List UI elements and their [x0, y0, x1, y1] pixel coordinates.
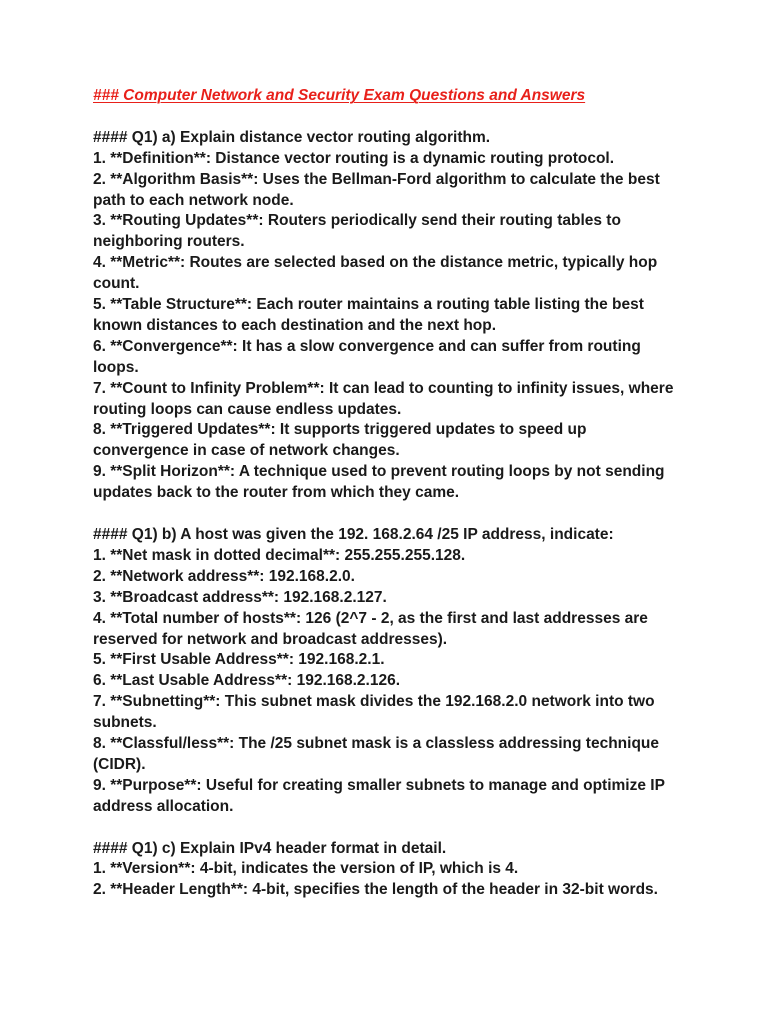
- list-item: 1. **Net mask in dotted decimal**: 255.255.255.128.: [93, 546, 466, 564]
- list-item: 6. **Last Usable Address**: 192.168.2.126.: [93, 672, 401, 690]
- list-item: 2. **Algorithm Basis**: Uses the Bellman-Ford algorithm to calculate the best path to each network node.: [93, 170, 660, 209]
- blank-line: [93, 504, 683, 525]
- list-item: 4. **Metric**: Routes are selected based on the distance metric, typically hop count.: [93, 254, 658, 293]
- list-item: 7. **Subnetting**: This subnet mask divides the 192.168.2.0 network into two subnets.: [93, 693, 655, 732]
- list-item: 1. **Version**: 4-bit, indicates the version of IP, which is 4.: [93, 860, 519, 878]
- list-item: 9. **Purpose**: Useful for creating smaller subnets to manage and optimize IP address allocation.: [93, 776, 665, 815]
- section-heading: #### Q1) a) Explain distance vector routing algorithm.: [93, 128, 491, 146]
- list-item: 1. **Definition**: Distance vector routing is a dynamic routing protocol.: [93, 149, 615, 167]
- section-q1a: [93, 128, 683, 504]
- section-q1c: [93, 839, 683, 902]
- list-item: 3. **Routing Updates**: Routers periodically send their routing tables to neighboring routers.: [93, 212, 621, 251]
- section-q1b: [93, 525, 683, 818]
- list-item: 3. **Broadcast address**: 192.168.2.127.: [93, 588, 387, 606]
- document-title: ### Computer Network and Security Exam Questions and Answers: [93, 87, 586, 104]
- list-item: 8. **Triggered Updates**: It supports triggered updates to speed up convergence in case of network changes.: [93, 421, 587, 460]
- list-item: 5. **Table Structure**: Each router maintains a routing table listing the best known distances to each destination and the next hop.: [93, 296, 644, 334]
- list-item: 8. **Classful/less**: The /25 subnet mask is a classless addressing technique (CIDR).: [93, 735, 659, 773]
- list-item: 4. **Total number of hosts**: 126 (2^7 - 2, as the first and last addresses are reserved for network and broadcast addresses).: [93, 609, 648, 648]
- section-heading: #### Q1) c) Explain IPv4 header format in detail.: [93, 839, 447, 857]
- blank-line: [93, 818, 683, 839]
- list-item: 7. **Count to Infinity Problem**: It can lead to counting to infinity issues, where routing loops can cause endless updates.: [93, 379, 674, 418]
- list-item: 6. **Convergence**: It has a slow convergence and can suffer from routing loops.: [93, 337, 641, 376]
- list-item: 2. **Header Length**: 4-bit, specifies the length of the header in 32-bit words.: [93, 881, 658, 899]
- list-item: 2. **Network address**: 192.168.2.0.: [93, 567, 355, 585]
- list-item: 9. **Split Horizon**: A technique used to prevent routing loops by not sending updates back to the router from which they came.: [93, 463, 665, 502]
- document-body: [93, 86, 683, 901]
- section-heading: #### Q1) b) A host was given the 192. 168.2.64 /25 IP address, indicate:: [93, 526, 614, 543]
- list-item: 5. **First Usable Address**: 192.168.2.1.: [93, 651, 385, 669]
- blank-line: [93, 107, 683, 128]
